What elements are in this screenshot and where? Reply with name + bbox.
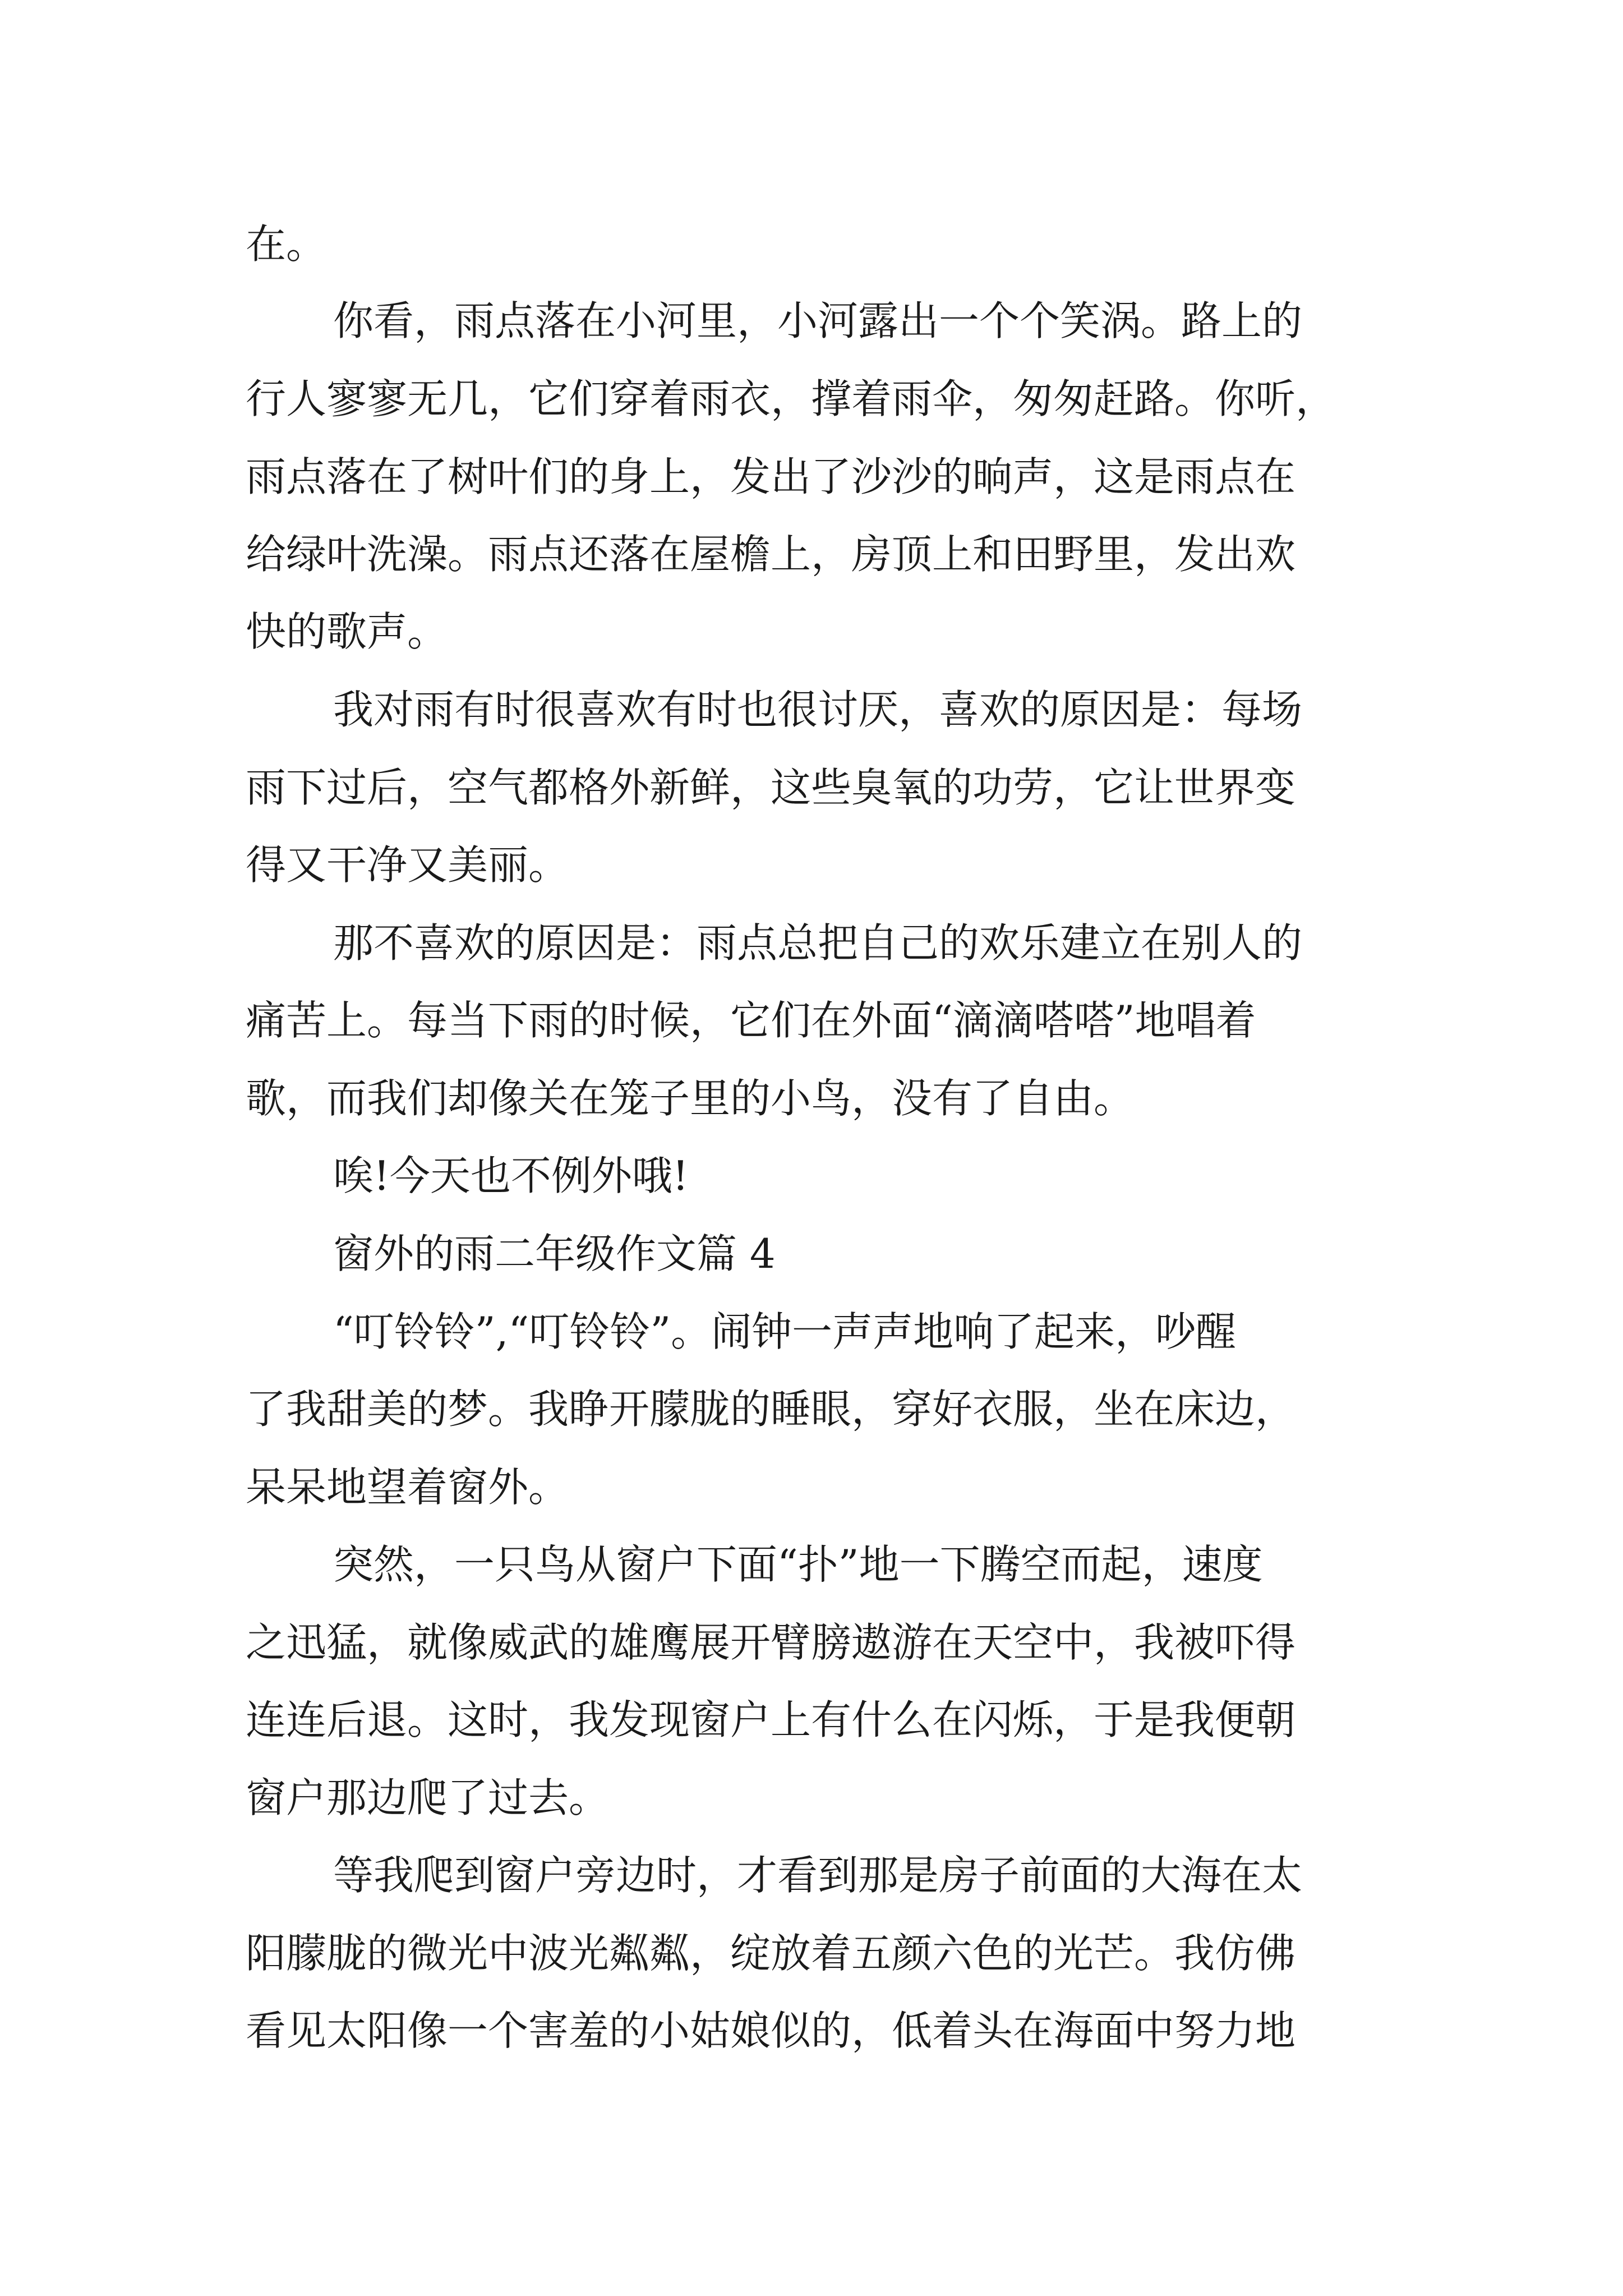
- text-line: 阳朦胧的微光中波光粼粼，绽放着五颜六色的光芒。我仿佛: [246, 1930, 1296, 1977]
- text-line: “叮铃铃”,“叮铃铃”。闹钟一声声地响了起来，吵醒: [333, 1308, 1237, 1355]
- section-heading: 窗外的雨二年级作文篇 4: [333, 1230, 776, 1277]
- text-line: 看见太阳像一个害羞的小姑娘似的，低着头在海面中努力地: [246, 2007, 1296, 2054]
- text-line: 那不喜欢的原因是：雨点总把自己的欢乐建立在别人的: [333, 919, 1303, 967]
- text-line: 窗户那边爬了过去。: [246, 1774, 610, 1821]
- text-line: 得又干净又美丽。: [246, 841, 569, 889]
- text-line: 突然，一只鸟从窗户下面“扑”地一下腾空而起，速度: [333, 1541, 1263, 1588]
- text-line: 雨下过后，空气都格外新鲜，这些臭氧的功劳，它让世界变: [246, 764, 1296, 811]
- text-line: 呆呆地望着窗外。: [246, 1464, 569, 1511]
- text-line: 痛苦上。每当下雨的时候，它们在外面“滴滴嗒嗒”地唱着: [246, 997, 1256, 1044]
- text-line: 你看，雨点落在小河里，小河露出一个个笑涡。路上的: [333, 297, 1303, 344]
- text-line: 了我甜美的梦。我睁开朦胧的睡眼，穿好衣服，坐在床边，: [246, 1386, 1296, 1433]
- text-line: 唉!今天也不例外哦!: [333, 1152, 689, 1199]
- text-line: 连连后退。这时，我发现窗户上有什么在闪烁，于是我便朝: [246, 1696, 1296, 1743]
- text-line: 之迅猛，就像威武的雄鹰展开臂膀遨游在天空中，我被吓得: [246, 1619, 1296, 1666]
- text-line: 快的歌声。: [246, 608, 448, 655]
- text-line: 歌，而我们却像关在笼子里的小鸟，没有了自由。: [246, 1075, 1135, 1122]
- text-line: 雨点落在了树叶们的身上，发出了沙沙的晌声，这是雨点在: [246, 453, 1296, 500]
- text-line: 我对雨有时很喜欢有时也很讨厌，喜欢的原因是：每场: [333, 686, 1303, 733]
- text-line: 等我爬到窗户旁边时，才看到那是房子前面的大海在太: [333, 1852, 1303, 1899]
- text-line: 在。: [246, 220, 327, 268]
- text-line: 行人寥寥无几，它们穿着雨衣，撑着雨伞，匆匆赶路。你听，: [246, 375, 1336, 422]
- text-line: 给绿叶洗澡。雨点还落在屋檐上，房顶上和田野里，发出欢: [246, 531, 1296, 578]
